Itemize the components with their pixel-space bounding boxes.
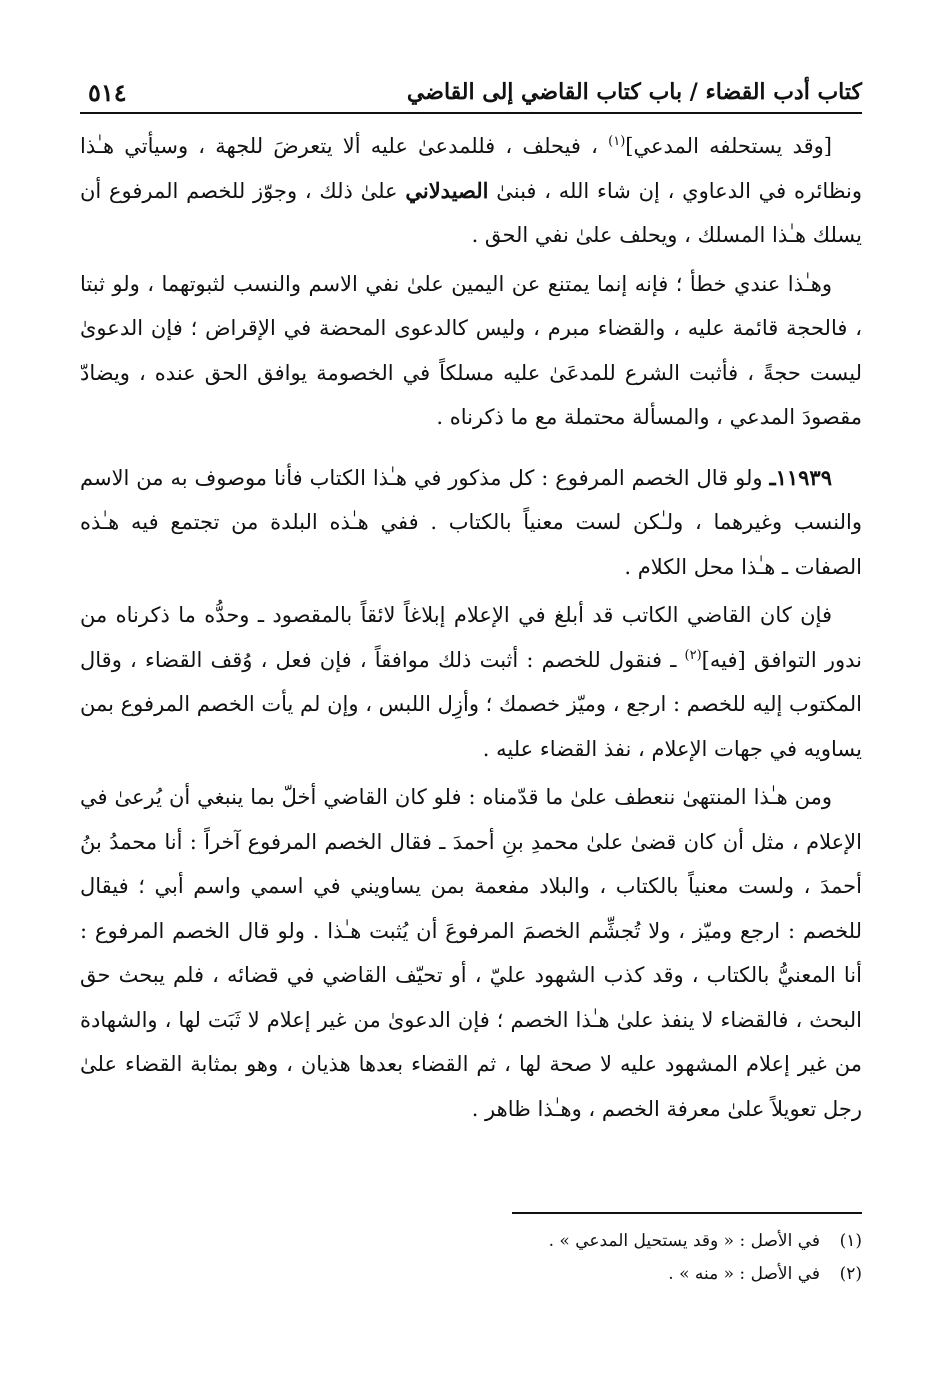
footnote-number: (٢) xyxy=(839,1264,862,1284)
footnote-divider xyxy=(512,1212,862,1214)
paragraph-3: ١١٩٣٩ـ ولو قال الخصم المرفوع : كل مذكور في هـٰذا الكتاب فأنا موصوف به من الاسم والنسب وغيرهما ، ولـٰكن لست معنياً بالكتاب . ففي هـٰذه البلدة من تجتمع فيه هـٰذه الصفات ـ هـٰذا محل الكلام . xyxy=(80,464,862,579)
paragraph-5: ومن هـٰذا المنتهىٰ ننعطف علىٰ ما قدّمناه : فلو كان القاضي أخلّ بما ينبغي أن يُرعىٰ في الإعلام ، مثل أن كان قضىٰ علىٰ محمدِ بنِ أحمدَ ـ فقال الخصم المرفوع آخراً : أنا محمدُ بنُ أحمدَ ، ولست معنياً بالكتاب ، والبلاد مفعمة بمن يساويني في اسمي واسم أبي ؛ فيقال للخصم : ارجع وميّز ، ولا تُجشِّم الخصمَ المرفوعَ أن يُثبت هـٰذا . ولو قال الخصم المرفوع : أنا المعنيُّ بالكتاب ، وقد كذب الشهود عليّ ، أو تحيّف القاضي في قضائه ، فلم يبحث حق البحث ، فالقضاء لا ينفذ علىٰ هـٰذا الخصم ؛ فإن الدعوىٰ من غير إعلام لا ثَبَت لها ، والشهادة من غير إعلام المشهود عليه لا صحة لها ، ثم القضاء بعدها هذيان ، وهو بمثابة القضاء علىٰ رجل تعويلاً علىٰ معرفة الخصم ، وهـٰذا ظاهر . xyxy=(80,785,863,1121)
footnote-text: في الأصل : « وقد يستحيل المدعي » . xyxy=(548,1231,820,1251)
footnote-number: (١) xyxy=(839,1231,862,1251)
footnotes xyxy=(80,1225,862,1291)
footnote-ref-2: (٢) xyxy=(684,647,702,663)
footnote-item xyxy=(80,1258,862,1291)
footnote-item xyxy=(80,1225,862,1258)
issue-number: ١١٩٣٩ـ xyxy=(769,464,832,490)
main-text xyxy=(80,124,862,1135)
paragraph-4: فإن كان القاضي الكاتب قد أبلغ في الإعلام إبلاغاً لائقاً بالمقصود ـ وحدُّه ما ذكرناه من ندور التوافق [فيه]$^{(٢)}$ ـ فنقول للخصم : أثبت ذلك موافقاً ، فإن فعل ، وُقف القضاء ، وقال المكتوب إليه للخصم : ارجع ، وميّز خصمك ؛ وأزِل اللبس ، وإن لم يأت الخصم المرفوع بمن يساويه في جهات الإعلام ، نفذ القضاء عليه . xyxy=(80,603,863,761)
page-header xyxy=(80,72,862,114)
footnote-ref-1: (١) xyxy=(608,134,626,149)
footnote-text: في الأصل : « منه » . xyxy=(668,1264,820,1284)
paragraph-1: [وقد يستحلفه المدعي]$^{(١)}$ ، فيحلف ، فللمدعىٰ عليه ألا يتعرضَ للجهة ، وسيأتي هـٰذا ونظائره في الدعاوي ، إن شاء الله ، فبنىٰ الصيدلاني علىٰ ذلك ، وجوّز للخصم المرفوع أن يسلك هـٰذا المسلك ، ويحلف علىٰ نفي الحق . xyxy=(80,134,862,247)
paragraph-2: وهـٰذا عندي خطأ ؛ فإنه إنما يمتنع عن اليمين علىٰ نفي الاسم والنسب لثبوتهما ، ولو ثبتا ، فالحجة قائمة عليه ، والقضاء مبرم ، وليس كالدعوى المحضة في الإقراض ؛ فإن الدعوىٰ ليست حجةً ، فأثبت الشرع للمدعَىٰ عليه مسلكاً في الخصومة يوافق الحق عنده ، ويضادّ مقصودَ المدعي ، والمسألة محتملة مع ما ذكرناه . xyxy=(80,271,862,429)
bold-name: الصيدلاني xyxy=(405,177,489,203)
page-number: ٥١٤ xyxy=(88,77,127,107)
running-title: كتاب أدب القضاء / باب كتاب القاضي إلى القاضي xyxy=(406,79,862,105)
